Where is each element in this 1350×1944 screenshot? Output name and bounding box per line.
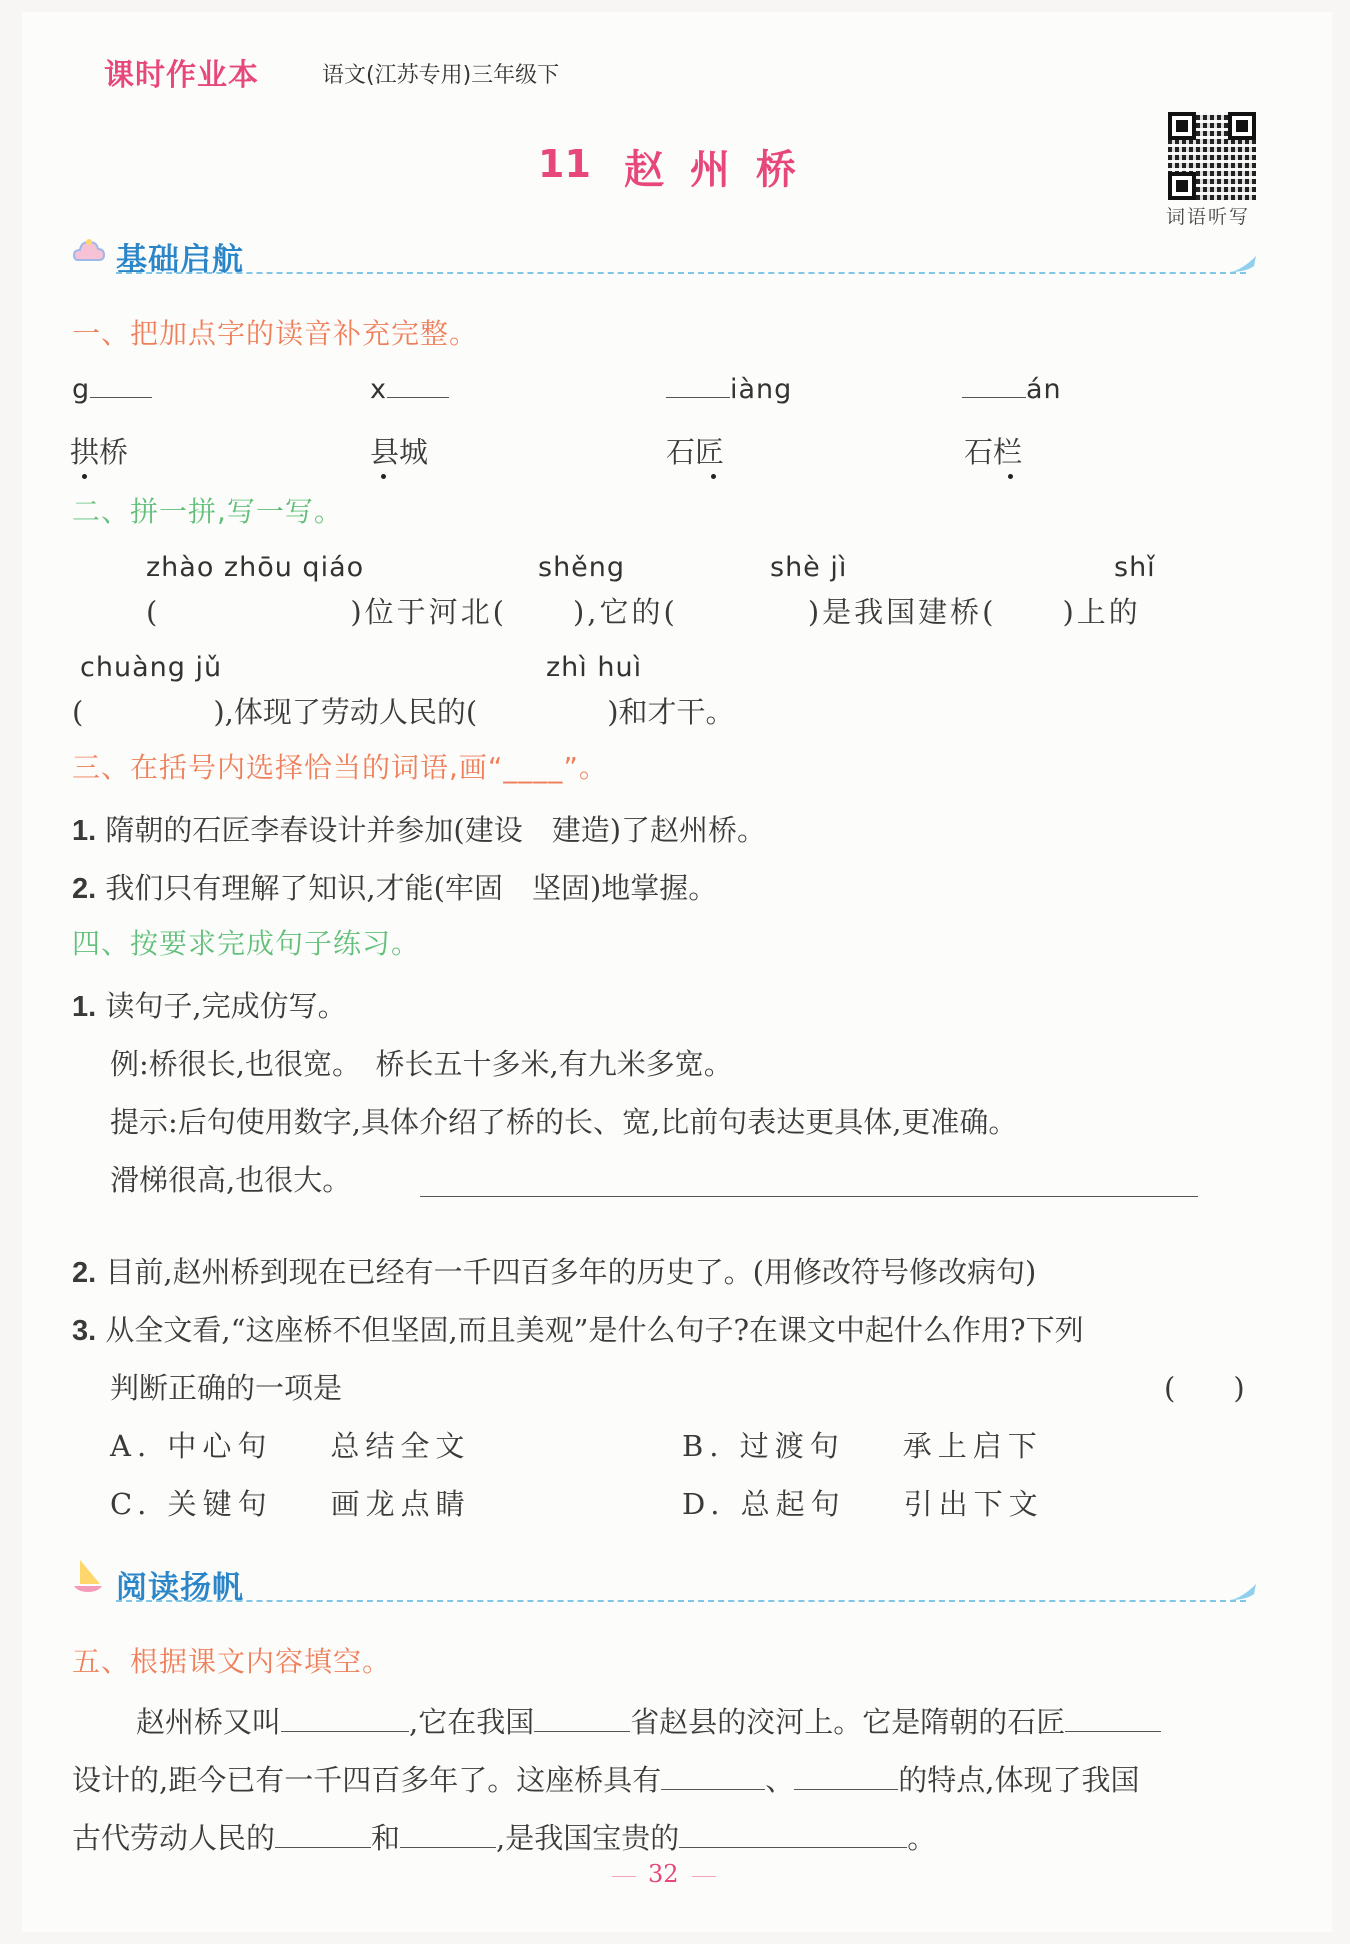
emphasis-dot [711, 474, 716, 479]
emphasis-dot [381, 474, 386, 479]
fill-blank[interactable] [275, 1847, 371, 1848]
swoosh-icon [1228, 252, 1258, 280]
page-title: 赵 州 桥 [624, 147, 802, 193]
word-3: 石匠 [666, 435, 725, 469]
cloud-icon [72, 236, 106, 272]
q4-example: 例:桥很长,也很宽。 桥长五十多米,有九米多宽。 [110, 1047, 733, 1081]
pinyin-blank-3[interactable]: iàng [666, 374, 792, 405]
sail-icon [72, 1558, 104, 1598]
footer-rule-left [612, 1876, 636, 1877]
footer-rule-right [692, 1876, 716, 1877]
q5-line-1: 赵州桥又叫 ,它在我国 省赵县的洨河上。它是隋朝的石匠 [136, 1700, 1161, 1741]
pinyin-shi: shǐ [1114, 552, 1156, 583]
q5-line-3: 古代劳动人民的 和 ,是我国宝贵的 。 [72, 1821, 937, 1855]
q4-prompt: 滑梯很高,也很大。 [110, 1163, 352, 1197]
q4-sub-1: 1. 读句子,完成仿写。 [72, 989, 347, 1023]
pinyin-chuangju: chuàng jǔ [80, 652, 223, 683]
emphasis-dot [1008, 474, 1013, 479]
answer-line[interactable] [420, 1196, 1198, 1197]
question-3-title: 三、在括号内选择恰当的词语,画“____”。 [72, 751, 608, 784]
fill-blank[interactable] [534, 1731, 630, 1732]
subject-grade: 语文(江苏专用)三年级下 [322, 63, 560, 88]
question-4-title: 四、按要求完成句子练习。 [72, 927, 421, 960]
q4-sub-3: 3. 从全文看,“这座桥不但坚固,而且美观”是什么句子?在课文中起什么作用?下列 [72, 1313, 1084, 1347]
pinyin-blank-4[interactable]: án [962, 374, 1062, 405]
brand-text: 课时作业本 [104, 58, 259, 93]
lesson-number: 11 [538, 142, 591, 186]
pinyin-blank-2[interactable]: x [370, 374, 449, 405]
option-c[interactable]: C. 关键句 画龙点睛 [110, 1487, 471, 1521]
q5-line-2: 设计的,距今已有一千四百多年了。这座桥具有 、 的特点,体现了我国 [72, 1763, 1140, 1797]
fill-blank[interactable] [679, 1847, 907, 1848]
pinyin-zhihui: zhì huì [546, 652, 643, 683]
qr-code[interactable] [1168, 112, 1256, 200]
section-reading: 阅读扬帆 [116, 1570, 244, 1606]
option-d[interactable]: D. 总起句 引出下文 [682, 1487, 1044, 1521]
option-a[interactable]: A. 中心句 总结全文 [110, 1429, 471, 1463]
fill-blank[interactable] [1065, 1731, 1161, 1732]
q2-line-2: ( ),体现了劳动人民的( )和才干。 [72, 695, 735, 729]
q3-item-1[interactable]: 1. 隋朝的石匠李春设计并参加(建设 建造)了赵州桥。 [72, 813, 767, 847]
q4-hint: 提示:后句使用数字,具体介绍了桥的长、宽,比前句表达更具体,更准确。 [110, 1105, 1018, 1139]
option-b[interactable]: B. 过渡句 承上启下 [682, 1429, 1043, 1463]
pinyin-blank-1[interactable]: g [72, 374, 152, 405]
divider [116, 272, 1246, 274]
word-1: 拱桥 [70, 435, 129, 469]
brand-logo [104, 50, 259, 92]
q4-sub-3-cont: 判断正确的一项是 [110, 1371, 343, 1405]
question-2-title: 二、拼一拼,写一写。 [72, 495, 343, 528]
q4-sub-2: 2. 目前,赵州桥到现在已经有一千四百多年的历史了。(用修改符号修改病句) [72, 1255, 1037, 1289]
answer-bracket[interactable]: ( ) [1164, 1371, 1245, 1405]
fill-blank[interactable] [794, 1789, 898, 1790]
word-4: 石栏 [964, 435, 1023, 469]
pinyin-zhaozhouqiao: zhào zhōu qiáo [146, 552, 365, 583]
fill-blank[interactable] [281, 1731, 409, 1732]
page-number: 32 [648, 1860, 679, 1888]
pinyin-sheji: shè jì [770, 552, 848, 583]
fill-blank[interactable] [400, 1847, 496, 1848]
pinyin-sheng: shěng [538, 552, 626, 583]
fill-blank[interactable] [661, 1789, 765, 1790]
swoosh-icon [1228, 1580, 1258, 1608]
q2-line-1: ( )位于河北( ),它的( )是我国建桥( )上的 [146, 595, 1141, 629]
qr-label: 词语听写 [1166, 206, 1251, 228]
question-1-title: 一、把加点字的读音补充完整。 [72, 317, 479, 350]
section-basic: 基础启航 [116, 242, 244, 278]
divider [116, 1600, 1246, 1602]
emphasis-dot [82, 474, 87, 479]
word-2: 县城 [370, 435, 429, 469]
question-5-title: 五、根据课文内容填空。 [72, 1645, 392, 1678]
q3-item-2[interactable]: 2. 我们只有理解了知识,才能(牢固 坚固)地掌握。 [72, 871, 718, 905]
